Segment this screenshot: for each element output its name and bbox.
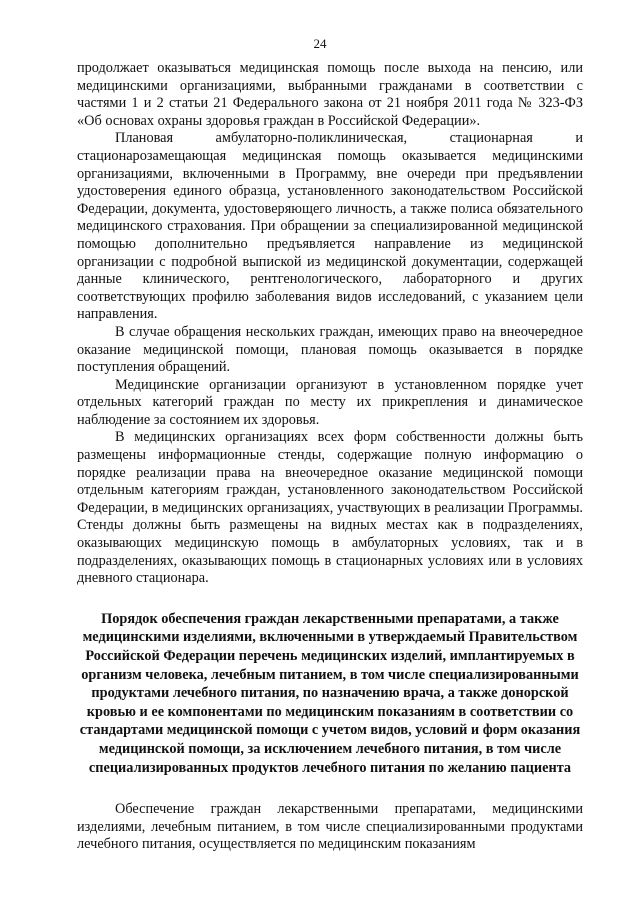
- page-number: 24: [313, 36, 327, 51]
- paragraph-registration: Медицинские организации организуют в установленном порядке учет отдельных категорий граждан по месту их прикрепления и динамическое наблюдение за состоянием их здоровья.: [77, 376, 583, 428]
- paragraph-info-stands: В медицинских организациях всех форм собственности должны быть размещены информационные стенды, содержащие полную информацию о порядке реализации права на внеочередное оказание медицинской помощи отдельным категориям граждан, установленного законодательством Российской Федерации, в медицинских организациях, участвующих в реализации Программы. Стенды должны быть размещены на видных местах как в подразделениях, оказывающих медицинскую помощь в амбулаторных условиях, так и в подразделениях, оказывающих помощь в стационарных условиях или в условиях дневного стационара.: [77, 429, 583, 587]
- section-paragraph: Обеспечение граждан лекарственными препаратами, медицинскими изделиями, лечебным питанием, в том числе специализированными продуктами лечебного питания, осуществляется по медицинским показаниям: [77, 801, 583, 853]
- paragraph-multiple-citizens: В случае обращения нескольких граждан, имеющих право на внеочередное оказание медицинской помощи, плановая помощь оказывается в порядке поступления обращений.: [77, 323, 583, 376]
- document-body: [77, 60, 583, 854]
- paragraph-planned-care: Плановая амбулаторно-поликлиническая, стационарная и стационарозамещающая медицинская помощь оказывается медицинскими организациями, включенными в Программу, вне очереди при предъявлении удостоверения единого образца, установленного законодательством Российской Федерации, документа, удостоверяющего личность, а также полиса обязательного медицинского страхования. При обращении за специализированной медицинской помощью дополнительно предъявляется направление из медицинской организации с подробной выпиской из медицинской документации, содержащей данные клинического, рентгенологического, лабораторного и других соответствующих профилю заболевания видов исследований, с указанием цели направления.: [77, 130, 583, 323]
- section-medication-provision: [77, 610, 583, 854]
- section-title: Порядок обеспечения граждан лекарственными препаратами, а также медицинскими изделиями, включенными в утверждаемый Правительством Российской Федерации перечень медицинских изделий, имплантируемых в организм человека, лечебным питанием, в том числе специализированными продуктами лечебного питания, по назначению врача, а также донорской кровью и ее компонентами по медицинским показаниям в соответствии со стандартами медицинской помощи с учетом видов, условий и форм оказания медицинской помощи, за исключением лечебного питания, в том числе специализированных продуктов лечебного питания по желанию пациента: [79, 610, 581, 776]
- paragraph-continued: продолжает оказываться медицинская помощь после выхода на пенсию, или медицинскими организациями, выбранными гражданами в соответствии с частями 1 и 2 статьи 21 Федерального закона от 21 ноября 2011 года № 323-ФЗ «Об основах охраны здоровья граждан в Российской Федерации».: [77, 60, 583, 129]
